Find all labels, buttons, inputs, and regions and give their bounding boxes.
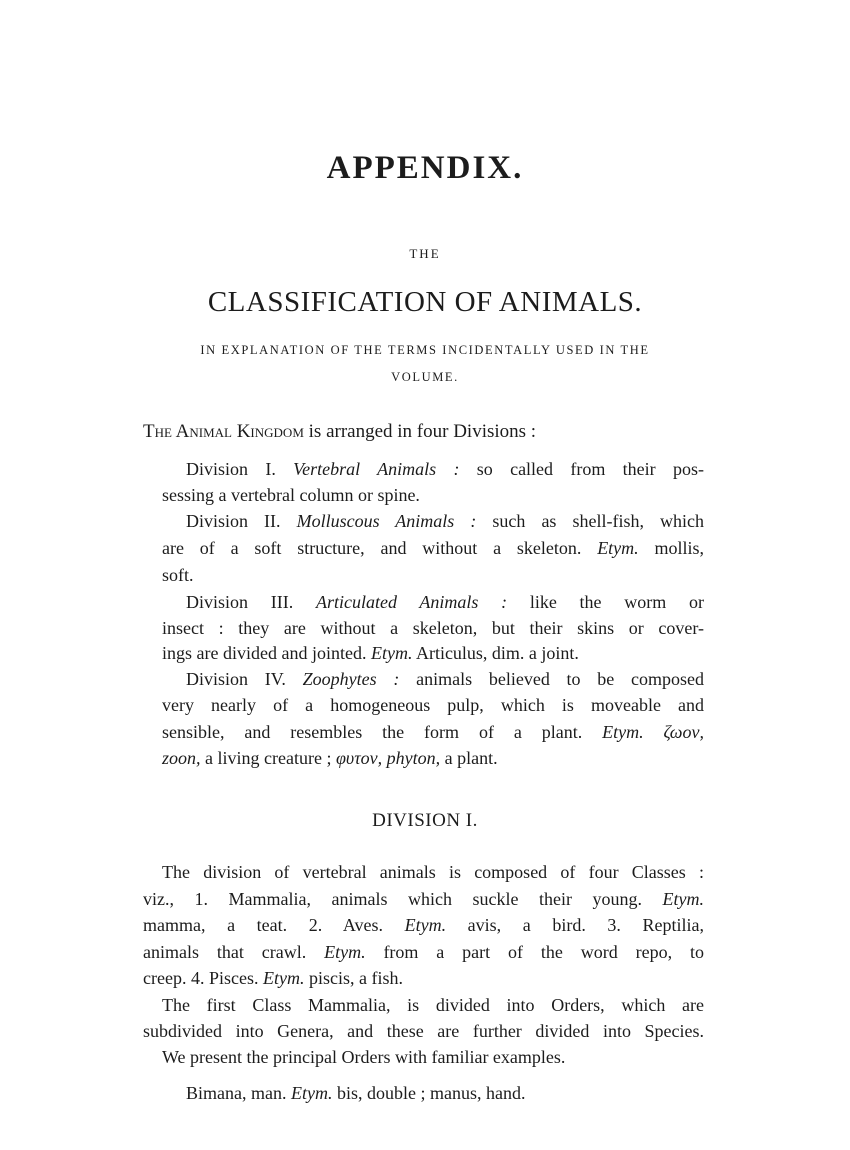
the-label: THE	[409, 246, 441, 261]
etym-label: Etym.	[597, 538, 639, 558]
appendix-title: APPENDIX.	[326, 150, 524, 186]
para-1-text-a: viz., 1. Mammalia, animals which suckle their young.	[143, 889, 663, 909]
division-2-text: such as shell-fish, which	[476, 511, 705, 531]
division-2-line-1	[186, 509, 704, 533]
division-1-name: Vertebral Animals :	[293, 459, 460, 479]
division-4-text-a: sensible, and resembles the form of a plant.	[162, 722, 603, 742]
division-3-text: like the worm or	[507, 592, 704, 612]
division-3-label: Division III.	[186, 592, 316, 612]
kingdom-rest: is arranged in four Divisions :	[303, 421, 537, 442]
division-3-name: Articulated Animals :	[315, 592, 508, 612]
division-4-line-1	[186, 667, 704, 691]
division-4-name: Zoophytes :	[302, 669, 400, 689]
division-4-line-2: very nearly of a homogeneous pulp, which is moveable and	[162, 695, 704, 715]
greek-phyton: φυτον,	[335, 748, 383, 768]
para-1-line-1: The division of vertebral animals is composed of four Classes :	[162, 862, 704, 882]
para-1-text-e: from a part of the word repo, to	[365, 942, 704, 962]
para-1-line-4	[143, 940, 704, 964]
division-2-text-a: are of a soft structure, and without a skeleton.	[162, 538, 598, 558]
division-4-label: Division IV.	[186, 669, 303, 689]
para-2-line-2: subdivided into Genera, and these are further divided into Species.	[143, 1021, 704, 1041]
division-1-label: Division I.	[186, 459, 294, 479]
division-1-heading: DIVISION I.	[372, 810, 478, 831]
division-2-text-b: mollis,	[638, 538, 704, 558]
phyton-word: phyton,	[382, 748, 441, 768]
kingdom-term: The Animal Kingdom	[143, 421, 304, 442]
division-4-line-3	[162, 720, 704, 744]
etym-label: Etym.	[370, 643, 413, 663]
division-2-line-2	[162, 536, 704, 560]
etym-label: Etym.	[602, 722, 644, 742]
division-4-text: animals believed to be composed	[399, 669, 704, 689]
para-3-line-1: We present the principal Orders with familiar examples.	[162, 1047, 566, 1067]
para-1-text-g: piscis, a fish.	[304, 968, 403, 988]
greek-zoon: ζωον,	[643, 722, 704, 742]
para-1-text-c: avis, a bird. 3. Reptilia,	[446, 915, 704, 935]
para-1-text-d: animals that crawl.	[143, 942, 325, 962]
etym-label: Etym.	[262, 968, 305, 988]
kingdom-intro	[143, 420, 536, 444]
etym-label: Etym.	[324, 942, 366, 962]
zoon-word: zoon,	[162, 748, 201, 768]
para-1-text-b: mamma, a teat. 2. Aves.	[143, 915, 405, 935]
division-3-text-a: ings are divided and jointed.	[162, 643, 371, 663]
para-1-line-5	[143, 966, 403, 990]
para-2-line-1: The first Class Mammalia, is divided into Orders, which are	[162, 995, 704, 1015]
division-1-line-2: sessing a vertebral column or spine.	[162, 485, 420, 505]
division-3-line-1	[186, 590, 704, 614]
para-1-line-2	[143, 887, 704, 911]
division-3-line-2: insect : they are without a skeleton, but their skins or cover-	[162, 618, 704, 638]
subtitle-line-1: IN EXPLANATION OF THE TERMS INCIDENTALLY USED IN THE	[200, 343, 650, 357]
division-4-line-4	[162, 746, 498, 770]
division-3-line-3	[162, 641, 579, 665]
division-3-text-b: Articulus, dim. a joint.	[412, 643, 579, 663]
bimana-text-a: Bimana, man.	[186, 1083, 291, 1103]
etym-label: Etym.	[404, 915, 447, 935]
division-4-text-c: a plant.	[440, 748, 498, 768]
para-1-text-f: creep. 4. Pisces.	[143, 968, 263, 988]
division-1-text: so called from their pos-	[459, 459, 704, 479]
bimana-text-b: bis, double ; manus, hand.	[332, 1083, 526, 1103]
classification-title: CLASSIFICATION OF ANIMALS.	[207, 286, 643, 318]
division-1-line-1	[186, 457, 704, 481]
subtitle-line-2: VOLUME.	[391, 370, 459, 384]
division-2-line-3: soft.	[162, 565, 194, 585]
bimana-line	[186, 1081, 525, 1105]
etym-label: Etym.	[662, 889, 704, 909]
division-4-text-b: a living creature ;	[200, 748, 336, 768]
division-2-name: Molluscous Animals :	[296, 511, 477, 531]
para-1-line-3	[143, 913, 704, 937]
etym-label: Etym.	[290, 1083, 333, 1103]
division-2-label: Division II.	[186, 511, 297, 531]
